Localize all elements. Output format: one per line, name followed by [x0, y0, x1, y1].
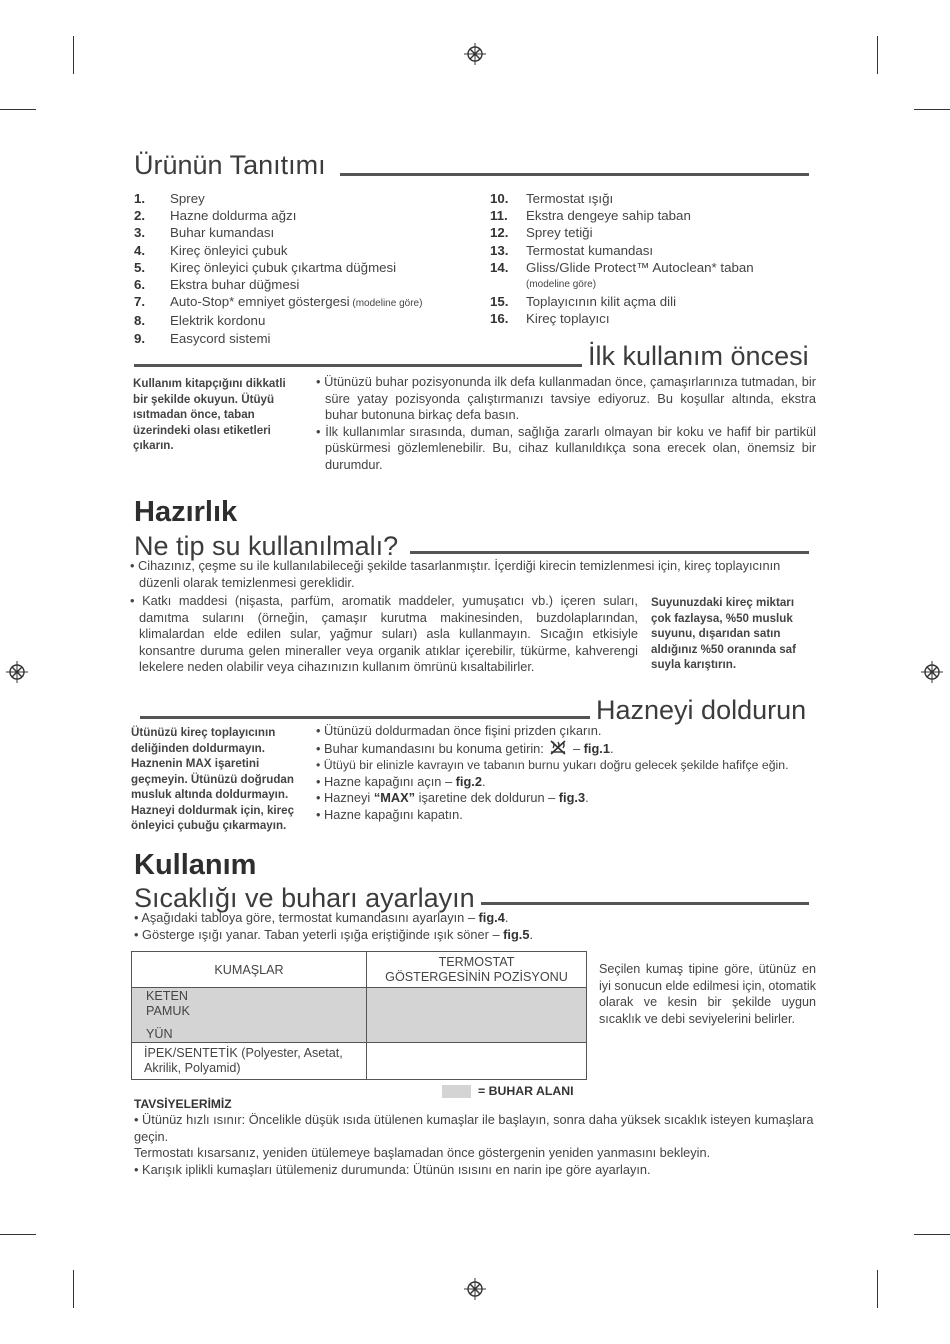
part-item — [134, 224, 474, 241]
section-title-fill: Hazneyi doldurun — [596, 695, 807, 725]
part-label: Ekstra dengeye sahip taban — [526, 208, 691, 224]
fig-ref: fig.4 — [478, 910, 505, 925]
fabric-name: KETEN — [146, 989, 188, 1003]
crop-mark — [0, 109, 36, 110]
tip-item: • Ütünüz hızlı ısınır: Öncelikle düşük ısıda ütülenen kumaşlar ile başlayın, sonra daha yüksek sıcaklık isteyen kumaşlara geçin. — [134, 1112, 814, 1144]
fabric-name: YÜN — [146, 1027, 173, 1041]
part-label: Auto-Stop* emniyet göstergesi (modeline göre) — [170, 294, 423, 310]
table-cell-thermostat — [367, 988, 587, 1043]
part-number: 15. — [490, 294, 509, 310]
section-title-temperature: Sıcaklığı ve buharı ayarlayın — [134, 883, 475, 913]
part-item — [490, 224, 820, 241]
water-bullet-text: • Cihazınız, çeşme su ile kullanılabileceği şekilde tasarlanmıştır. İçerdiği kirecin temizlenmesi için, kireç toplayıcının düzenli olarak temizlenmesi gereklidir. — [130, 558, 781, 590]
part-number: 14. — [490, 259, 509, 275]
fill-bullet-text: işaretine dek doldurun – — [418, 790, 556, 806]
part-item — [490, 242, 820, 259]
fill-bullet: • Hazne kapağını açın – fig.2. — [316, 773, 486, 789]
table-header-fabric: KUMAŞLAR — [132, 952, 367, 988]
crop-mark — [73, 1270, 74, 1308]
title-rule — [481, 902, 809, 905]
part-label: Toplayıcının kilit açma dili — [526, 294, 677, 310]
part-number: 6. — [134, 277, 146, 293]
part-label: Kireç toplayıcı — [526, 311, 610, 327]
steam-zone-legend: = BUHAR ALANI — [478, 1084, 574, 1098]
water-bullet-1 — [130, 558, 820, 591]
tips-body — [134, 1112, 818, 1178]
part-number: 2. — [134, 208, 146, 224]
before-use-bullets — [316, 374, 816, 474]
fabric-name: PAMUK — [146, 1004, 190, 1018]
part-item — [134, 293, 474, 312]
part-number: 5. — [134, 259, 146, 275]
section-title-preparation: Hazırlık — [134, 496, 238, 528]
title-rule — [340, 173, 809, 176]
part-number: 7. — [134, 294, 146, 310]
part-number: 16. — [490, 311, 509, 327]
fill-bullet-text: • Buhar kumandasını bu konuma getirin: — [316, 740, 544, 756]
part-number: 8. — [134, 313, 146, 329]
registration-mark-icon — [6, 661, 28, 683]
crop-mark — [914, 1234, 950, 1235]
crop-mark — [914, 109, 950, 110]
part-note: (modeline göre) — [349, 298, 423, 310]
title-rule — [140, 716, 590, 719]
part-item — [490, 259, 820, 276]
part-item — [134, 259, 474, 276]
tip-item: Termostatı kısarsanız, yeniden ütülemeye başlamadan önce göstergenin yeniden yanmasını bekleyin. — [134, 1145, 711, 1161]
table-header-line: GÖSTERGESİNİN POZİSYONU — [385, 969, 568, 984]
title-rule — [134, 364, 582, 367]
max-mark: “MAX” — [373, 790, 416, 806]
part-item — [134, 190, 474, 207]
part-item — [134, 276, 474, 293]
fill-bullet: • Ütüyü bir elinizle kavrayın ve tabanın burnu yukarı doğru gelecek şekilde hafifçe eğin. — [316, 758, 789, 773]
water-bullet-text: • Katkı maddesi (nişasta, parfüm, aromatik maddeler, yumuşatıcı vb.) içeren suları, damıtma sularını (örneğin, çamaşır kurutma makinesinden, buzdolaplarından, klimalardan elde edilen sular, yağmur suları) asla kullanmayın. Sıcağın etkisiyle konsantre duruma gelen mineraller veya organik atıklar içerebilir, tükürme, kahverengi lekelere neden olabilir veya cihazınızın kullanım ömrünü kısaltabilirler. — [130, 593, 638, 675]
table-header-thermostat — [367, 952, 587, 988]
parts-list-right — [490, 190, 820, 328]
part-label: Easycord sistemi — [170, 330, 271, 346]
table-cell-fabric: İPEK/SENTETİK (Polyester, Asetat, Akrilik, Polyamid) — [132, 1043, 367, 1080]
temp-bullet-text: • Gösterge ışığı yanar. Taban yeterli ışığa eriştiğinde ışık söner – — [134, 926, 500, 942]
temp-bullet-text: • Aşağıdaki tabloya göre, termostat kumandasını ayarlayın – — [134, 910, 475, 925]
part-number: 4. — [134, 242, 146, 258]
fill-bullets — [316, 723, 826, 824]
fill-bullet-text: • Hazneyi — [316, 790, 371, 806]
table-row-steam — [132, 988, 587, 1043]
registration-mark-icon — [464, 43, 486, 65]
fill-bullet: • Hazne kapağını kapatın. — [316, 806, 463, 822]
fig-ref: fig.1 — [583, 740, 610, 756]
fig-ref: fig.3 — [558, 790, 586, 806]
before-use-note: Kullanım kitapçığını dikkatli bir şekilde okuyun. Ütüyü ısıtmadan önce, taban üzerindeki olası etiketleri çıkarın. — [133, 377, 286, 452]
part-label: Elektrik kordonu — [170, 313, 266, 329]
part-item — [490, 207, 820, 224]
section-title-product: Ürünün Tanıtımı — [134, 150, 326, 180]
part-number: 10. — [490, 191, 509, 206]
steam-zone-swatch — [442, 1085, 471, 1098]
part-item — [490, 190, 820, 207]
part-number: 12. — [490, 225, 509, 241]
tips-title: TAVSİYELERİMİZ — [134, 1097, 232, 1111]
crop-mark — [877, 1270, 878, 1308]
table-cell-thermostat — [367, 1043, 587, 1080]
fill-bullet: • Buhar kumandasını bu konuma getirin: – fig.1. — [316, 740, 614, 756]
part-note: (modeline göre) — [526, 279, 597, 291]
fig-ref: fig.5 — [503, 926, 530, 942]
water-bullet-2 — [130, 593, 638, 676]
registration-mark-icon — [921, 661, 943, 683]
part-label: Gliss/Glide Protect™ Autoclean* taban — [526, 259, 754, 275]
water-note: Suyunuzdaki kireç miktarı çok fazlaysa, %50 musluk suyunu, dışarıdan satın aldığınız %50 oranında saf suyla karıştırın. — [651, 596, 796, 671]
title-rule — [410, 551, 809, 554]
fig-ref: fig.2 — [455, 773, 482, 789]
fabric-thermostat-table — [131, 951, 587, 1080]
table-row-silk — [132, 1043, 587, 1080]
section-title-usage: Kullanım — [134, 849, 257, 881]
fill-bullet: • Ütünüzü doldurmadan önce fişini prizden çıkarın. — [316, 723, 602, 738]
part-item — [134, 330, 474, 347]
crop-mark — [73, 36, 74, 74]
part-number: 3. — [134, 225, 146, 241]
table-cell-fabric — [132, 988, 367, 1043]
part-number: 1. — [134, 191, 146, 206]
part-item — [134, 207, 474, 224]
before-use-bullet: • Ütünüzü buhar pozisyonunda ilk defa kullanmadan önce, çamaşırlarınıza tutmadan, bir süre yatay pozisyonda çalıştırmanızı tavsiye ediyoruz. Bu koşullar altında, ekstra buhar butonuna birkaç defa basın. — [316, 374, 816, 423]
crop-mark — [0, 1234, 36, 1235]
temp-bullet: • Gösterge ışığı yanar. Taban yeterli ışığa eriştiğinde ışık söner – fig.5. — [134, 926, 534, 942]
part-item — [490, 293, 820, 310]
part-label: Termostat kumandası — [526, 242, 654, 258]
part-label: Buhar kumandası — [170, 225, 275, 241]
part-number: 13. — [490, 242, 509, 258]
crop-mark — [877, 36, 878, 74]
temp-bullets — [134, 910, 824, 943]
parts-list-left — [134, 190, 474, 347]
part-label: Termostat ışığı — [526, 191, 614, 206]
part-label: Ekstra buhar düğmesi — [170, 277, 300, 293]
section-title-water: Ne tip su kullanılmalı? — [134, 531, 399, 561]
temp-bullet: • Aşağıdaki tabloya göre, termostat kumandasını ayarlayın – fig.4. — [134, 910, 509, 925]
part-label: Hazne doldurma ağzı — [170, 208, 297, 224]
fill-bullet: • Hazneyi “MAX” işaretine dek doldurun – fig.3. — [316, 790, 589, 806]
fill-note: Ütünüzü kireç toplayıcının deliğinden doldurmayın. Haznenin MAX işaretini geçmeyin. Ütünüzü doğrudan musluk altında doldurmayın. Hazneyi doldurmak için, kireç önleyici çubuğu çıkarmayın. — [131, 726, 295, 832]
part-item — [134, 242, 474, 259]
steam-off-icon — [549, 740, 567, 755]
tip-item: • Karışık iplikli kumaşları ütülemeniz durumunda: Ütünün ısısını en narin ipe göre ayarlayın. — [134, 1161, 651, 1177]
part-label: Kireç önleyici çubuk çıkartma düğmesi — [170, 259, 397, 275]
part-item — [490, 310, 820, 327]
fill-bullet-text: • Hazne kapağını açın – — [316, 773, 453, 789]
part-label: Sprey — [170, 191, 205, 206]
part-number: 11. — [490, 208, 508, 224]
section-title-before-use: İlk kullanım öncesi — [588, 341, 809, 371]
part-item — [134, 312, 474, 329]
before-use-bullet: • İlk kullanımlar sırasında, duman, sağlığa zararlı olmayan bir koku ve hafif bir partikül püskürmesi gözlemlenebilir. Bu, cihaz kullanıldıkça sona erecek olan, önemsiz bir durumdur. — [316, 423, 816, 472]
part-label: Sprey tetiği — [526, 225, 593, 241]
table-header-line: TERMOSTAT — [438, 954, 515, 969]
part-number: 9. — [134, 330, 146, 346]
part-label: Kireç önleyici çubuk — [170, 242, 288, 258]
table-side-note: Seçilen kumaş tipine göre, ütünüz en iyi sonucun elde edilmesi için, otomatik olarak ve kesin bir şekilde uygun sıcaklık ve debi seviyelerini belirler. — [599, 962, 816, 1026]
registration-mark-icon — [464, 1278, 486, 1300]
